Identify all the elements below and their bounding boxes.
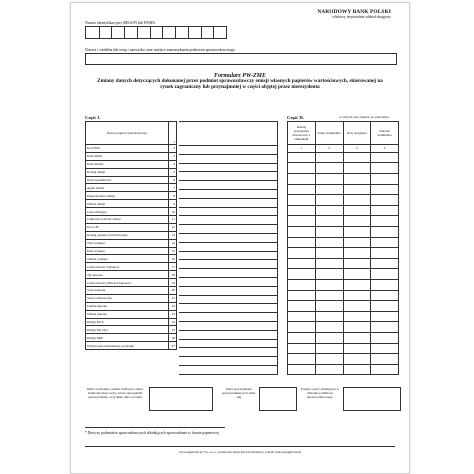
part1-value-line (179, 145, 277, 146)
part1-row-num: 18 (169, 271, 177, 279)
part1-header-cell: Nazwa papieru wartościowego (86, 122, 169, 145)
part2-cell[interactable] (343, 174, 371, 185)
part1-row-label: Rodzaj papieru wartościowego (86, 231, 169, 239)
part2-row (288, 152, 399, 163)
part1-row-num: 8 (169, 192, 177, 200)
part2-cell[interactable] (343, 216, 371, 227)
part2-cell[interactable] (371, 343, 399, 354)
part1-row-label: Stopa referencyjna (86, 294, 169, 302)
bank-subtitle: właściwy terytorialnie oddział okręgowy (332, 15, 391, 19)
part1-row-label: Rodzaj emisji (86, 168, 169, 176)
part2-cell[interactable] (288, 322, 316, 333)
footer-publisher: www.signform.pl ®p. s.o.o., producent aktywnych formularzy, e-mail: biuro@signform.pl (178, 450, 302, 454)
part2-cell[interactable] (371, 332, 399, 343)
part2-row (288, 269, 399, 280)
part2-cell[interactable] (371, 205, 399, 216)
part1-row (86, 294, 177, 302)
part1-row-label: Data zmiany (86, 160, 169, 168)
part1-header-num: 1 (169, 122, 177, 145)
part2-cell[interactable] (371, 364, 399, 375)
part2-cell[interactable] (343, 237, 371, 248)
part1-value-line (179, 207, 277, 208)
part1-value-line (179, 198, 277, 199)
part2-cell[interactable] (371, 301, 399, 312)
regon-field[interactable] (85, 26, 227, 39)
part2-cell[interactable] (315, 343, 343, 354)
part1-row-num: 6 (169, 176, 177, 184)
part2-column-number: 4 (371, 145, 399, 153)
part1-row-num: 10 (169, 208, 177, 216)
part2-label: Część II. (287, 115, 305, 120)
part2-cell[interactable] (371, 290, 399, 301)
part1-value-line (179, 277, 277, 278)
part2-number-row (288, 145, 399, 153)
part2-cell[interactable] (371, 227, 399, 238)
part2-cell[interactable] (288, 174, 316, 185)
part2-cell[interactable] (288, 343, 316, 354)
part2-cell[interactable] (343, 227, 371, 238)
part2-cell[interactable] (288, 290, 316, 301)
part1-row-label: Waluta emisji (86, 200, 169, 208)
part2-column-header: Kraj rezydenta (343, 122, 371, 145)
part2-column-header: Saldo nominalnie (315, 122, 343, 145)
part2-cell[interactable] (343, 332, 371, 343)
part2-cell[interactable] (343, 248, 371, 259)
part2-cell[interactable] (288, 354, 316, 365)
part1-row-num: 17 (169, 263, 177, 271)
part2-cell[interactable] (343, 301, 371, 312)
regon-digit-divider (201, 27, 202, 38)
regon-digit-divider (188, 27, 189, 38)
part1-row (86, 231, 177, 239)
part2-row (288, 174, 399, 185)
part1-row (86, 279, 177, 287)
part1-value-line (179, 303, 277, 304)
part2-cell[interactable] (288, 216, 316, 227)
part1-row-num: 11 (169, 216, 177, 224)
part2-cell[interactable] (288, 311, 316, 322)
regon-digit-divider (137, 27, 138, 38)
part1-value-line (179, 339, 277, 340)
part1-row-label: Rating S&P (86, 334, 169, 342)
part2-table-wrap (287, 121, 399, 375)
part1-row-num: 13 (169, 231, 177, 239)
part1-row-label: Data emisji (86, 152, 169, 160)
part2-cell[interactable] (371, 248, 399, 259)
part1-row-label: Częstotliwość płatności kuponów (86, 279, 169, 287)
part2-cell[interactable] (343, 269, 371, 280)
part1-row-label: Kod CFI (86, 223, 169, 231)
part1-value-line (179, 242, 277, 243)
part1-value-line (179, 347, 277, 348)
part1-row (86, 263, 177, 271)
part1-value-line (179, 312, 277, 313)
part1-row-num: 23 (169, 310, 177, 318)
part2-cell[interactable] (288, 301, 316, 312)
part2-cell[interactable] (288, 205, 316, 216)
part1-row (86, 208, 177, 216)
part2-cell[interactable] (371, 258, 399, 269)
part1-value-line (179, 295, 277, 296)
part2-cell[interactable] (288, 237, 316, 248)
part2-cell[interactable] (371, 237, 399, 248)
part2-cell[interactable] (315, 332, 343, 343)
part1-row (86, 310, 177, 318)
part2-table (287, 121, 399, 375)
part1-row-num: 21 (169, 294, 177, 302)
part2-cell[interactable] (343, 322, 371, 333)
part2-column-header: Rodzaj powiązania inwestorów z emitentem (288, 122, 316, 145)
bank-name: NARODOWY BANK POLSKI (317, 9, 391, 15)
part2-cell[interactable] (315, 184, 343, 195)
part2-cell[interactable] (315, 174, 343, 185)
part1-row-label: Cena emisyjna (86, 208, 169, 216)
part2-cell[interactable] (343, 364, 371, 375)
regon-digit-divider (213, 27, 214, 38)
part1-value-line (179, 163, 277, 164)
part1-value-line (179, 251, 277, 252)
part2-row (288, 258, 399, 269)
part1-row-label: Agent emisji (86, 184, 169, 192)
footer-rule (85, 446, 395, 447)
part2-cell[interactable] (288, 258, 316, 269)
regon-digit-divider (124, 27, 125, 38)
part2-cell[interactable] (343, 343, 371, 354)
part1-row-label: Rating Moody's (86, 326, 169, 334)
part1-value-line (179, 268, 277, 269)
part2-cell[interactable] (288, 364, 316, 375)
signature-person-label: Imię i nazwisko, numer telefonu i adres elektronicznej osoby, która sporządziła sprawozdanie, a (i) także data i podpis (87, 387, 143, 400)
part1-value-line (179, 356, 277, 357)
part1-value-line (179, 233, 277, 234)
part2-cell[interactable] (315, 248, 343, 259)
part1-row (86, 302, 177, 310)
part2-unit-note: w złotych, bez znaków po przecinku (339, 115, 389, 119)
signature-date-label: Data sporządzenia sprawozdania (rrrr-mm-dd) (222, 387, 256, 400)
part2-header-row (288, 122, 399, 145)
part1-row-num: 2 (169, 145, 177, 153)
part1-row-num: 26 (169, 334, 177, 342)
part1-row-label: Rating Fitch (86, 318, 169, 326)
part2-cell[interactable] (315, 216, 343, 227)
part1-row-label: Premia kuponu (86, 302, 169, 310)
part1-value-line (179, 259, 277, 260)
part2-cell[interactable] (371, 195, 399, 206)
part1-row-label: Tryb wykupu (86, 239, 169, 247)
part1-value-line (179, 330, 277, 331)
part2-cell[interactable] (343, 258, 371, 269)
part1-row-num: 5 (169, 168, 177, 176)
part2-cell[interactable] (315, 301, 343, 312)
part1-row-num: 15 (169, 247, 177, 255)
part2-cell[interactable] (315, 322, 343, 333)
part1-row (86, 223, 177, 231)
part1-row (86, 184, 177, 192)
part2-cell[interactable] (371, 354, 399, 365)
part1-value-line (179, 286, 277, 287)
signature-date-field[interactable] (259, 387, 297, 411)
part2-row (288, 354, 399, 365)
part2-cell[interactable] (315, 227, 343, 238)
part1-row (86, 271, 177, 279)
part1-row (86, 287, 177, 295)
part1-value-column[interactable] (179, 121, 278, 375)
part1-value-line (179, 215, 277, 216)
regon-digit-divider (175, 27, 176, 38)
part1-value-line (179, 321, 277, 322)
part1-row-num: 7 (169, 184, 177, 192)
part1-row (86, 239, 177, 247)
regon-label: Numer identyfikacyjny REGON lub PESEL (85, 20, 156, 25)
part2-column-number: 3 (343, 145, 371, 153)
part1-row (86, 145, 177, 153)
part1-row-num: 25 (169, 326, 177, 334)
form-description: Zmiany danych dotyczących dokonanej przez podmiot sprawozdawczy emisji własnych papierów wartościowych, skierowanej na rynek zagraniczny lub przynajmniej w części objętej przez nierezydenta (97, 78, 383, 90)
part2-cell[interactable] (371, 174, 399, 185)
part1-row-num: 3 (169, 152, 177, 160)
part1-row (86, 216, 177, 224)
part2-cell[interactable] (343, 280, 371, 291)
part1-table-wrap (85, 121, 177, 350)
form-title-block (71, 73, 409, 91)
signature-sign-field[interactable] (343, 387, 401, 411)
form-sheet (70, 2, 410, 474)
regon-digit-divider (162, 27, 163, 38)
part1-row (86, 200, 177, 208)
part1-row (86, 342, 177, 350)
part1-row-num: 14 (169, 239, 177, 247)
part1-value-line (179, 180, 277, 181)
part2-cell[interactable] (343, 152, 371, 163)
part2-cell[interactable] (288, 269, 316, 280)
part2-cell[interactable] (288, 248, 316, 259)
part2-cell[interactable] (315, 205, 343, 216)
part1-row-num: 4 (169, 160, 177, 168)
part1-row-label: Data zapadalności (86, 176, 169, 184)
part2-cell[interactable] (343, 311, 371, 322)
part2-cell[interactable] (288, 195, 316, 206)
part2-cell[interactable] (315, 269, 343, 280)
entity-name-label: Nazwa i siedziba lub imię i nazwisko oraz miejsce zamieszkania podmiotu sprawozdawczego (85, 47, 236, 52)
part1-row-label: Waluta kuponu (86, 310, 169, 318)
part2-cell[interactable] (315, 258, 343, 269)
part2-cell[interactable] (343, 184, 371, 195)
part1-row-label: Stopa kuponu (86, 287, 169, 295)
part1-row-num: 16 (169, 255, 177, 263)
part2-row (288, 364, 399, 375)
part2-row (288, 343, 399, 354)
part2-cell[interactable] (315, 163, 343, 174)
part1-row (86, 192, 177, 200)
part1-label: Część I. (85, 115, 101, 120)
part1-row (86, 318, 177, 326)
part2-cell[interactable] (315, 195, 343, 206)
part2-cell[interactable] (371, 216, 399, 227)
part2-row (288, 216, 399, 227)
part2-row (288, 248, 399, 259)
part2-cell[interactable] (371, 280, 399, 291)
part1-row-num: 19 (169, 279, 177, 287)
part2-cell[interactable] (371, 152, 399, 163)
part2-cell[interactable] (288, 280, 316, 291)
part1-row (86, 176, 177, 184)
part1-row-num: 9 (169, 200, 177, 208)
part1-row-label: Typ kuponu (86, 271, 169, 279)
bank-header (317, 9, 391, 19)
footer-note: * Dotyczy podmiotów sprawozdawczych składających sprawozdanie w formie papierowej. (85, 431, 220, 435)
regon-digit-divider (111, 27, 112, 38)
part2-cell[interactable] (371, 163, 399, 174)
part2-cell[interactable] (343, 163, 371, 174)
part2-cell[interactable] (288, 227, 316, 238)
part2-cell[interactable] (315, 280, 343, 291)
part2-cell[interactable] (371, 311, 399, 322)
part2-cell[interactable] (315, 354, 343, 365)
part2-cell[interactable] (371, 322, 399, 333)
part2-row (288, 195, 399, 206)
part1-row-label: Waluta wykupu (86, 255, 169, 263)
part1-row-num: 24 (169, 318, 177, 326)
regon-digit-divider (99, 27, 100, 38)
part2-row (288, 205, 399, 216)
part2-cell[interactable] (315, 237, 343, 248)
part1-row-label: Wbudowane instrumenty pochodne (86, 342, 169, 350)
part2-cell[interactable] (288, 152, 316, 163)
part1-value-line (179, 154, 277, 155)
part1-value-line (179, 189, 277, 190)
part1-row (86, 247, 177, 255)
part1-row-label: Depozytariusz emisji (86, 192, 169, 200)
part1-row-num: 22 (169, 302, 177, 310)
part2-row (288, 184, 399, 195)
part2-cell[interactable] (371, 184, 399, 195)
part1-row-label: Częstotliwość wykupów (86, 263, 169, 271)
part2-column-number: 2 (315, 145, 343, 153)
regon-digit-divider (150, 27, 151, 38)
part1-row-label: Całkowita wartość emisji (86, 216, 169, 224)
part2-cell[interactable] (315, 311, 343, 322)
part2-column-number: 1 (288, 145, 316, 153)
part2-cell[interactable] (315, 290, 343, 301)
part1-row-label: Data wykupu (86, 247, 169, 255)
part2-cell[interactable] (288, 332, 316, 343)
part1-row-num: 12 (169, 223, 177, 231)
signature-sign-label: Podpis osoby działającej w imieniu podmiotu sprawozdawczego (300, 387, 339, 400)
part1-row-num: 20 (169, 287, 177, 295)
part2-row (288, 332, 399, 343)
part2-cell[interactable] (371, 269, 399, 280)
part1-row-label: Kod ISIN (86, 145, 169, 153)
part2-cell[interactable] (315, 364, 343, 375)
signature-person-field[interactable] (149, 387, 213, 411)
part2-row (288, 227, 399, 238)
part2-column-header: Wartość nominalna (371, 122, 399, 145)
part1-value-line (179, 365, 277, 366)
part1-row (86, 326, 177, 334)
part1-row (86, 152, 177, 160)
part2-row (288, 290, 399, 301)
part2-cell[interactable] (288, 163, 316, 174)
footer-divider (85, 427, 225, 428)
part1-row (86, 255, 177, 263)
part2-row (288, 163, 399, 174)
part1-table (85, 121, 177, 350)
part2-cell[interactable] (288, 184, 316, 195)
part1-value-line (179, 171, 277, 172)
part2-row (288, 322, 399, 333)
part1-row (86, 160, 177, 168)
part1-value-line (179, 224, 277, 225)
part2-cell[interactable] (343, 354, 371, 365)
form-code: Formularz PW-ZME (214, 73, 266, 79)
part1-row (86, 334, 177, 342)
part2-cell[interactable] (343, 205, 371, 216)
part1-header-row (86, 122, 177, 145)
entity-name-field[interactable] (85, 53, 397, 65)
part2-row (288, 280, 399, 291)
part2-row (288, 311, 399, 322)
part1-row-num: 27 (169, 342, 177, 350)
part2-row (288, 301, 399, 312)
part2-cell[interactable] (343, 195, 371, 206)
part2-cell[interactable] (343, 290, 371, 301)
part2-cell[interactable] (315, 152, 343, 163)
part1-row (86, 168, 177, 176)
part2-row (288, 237, 399, 248)
